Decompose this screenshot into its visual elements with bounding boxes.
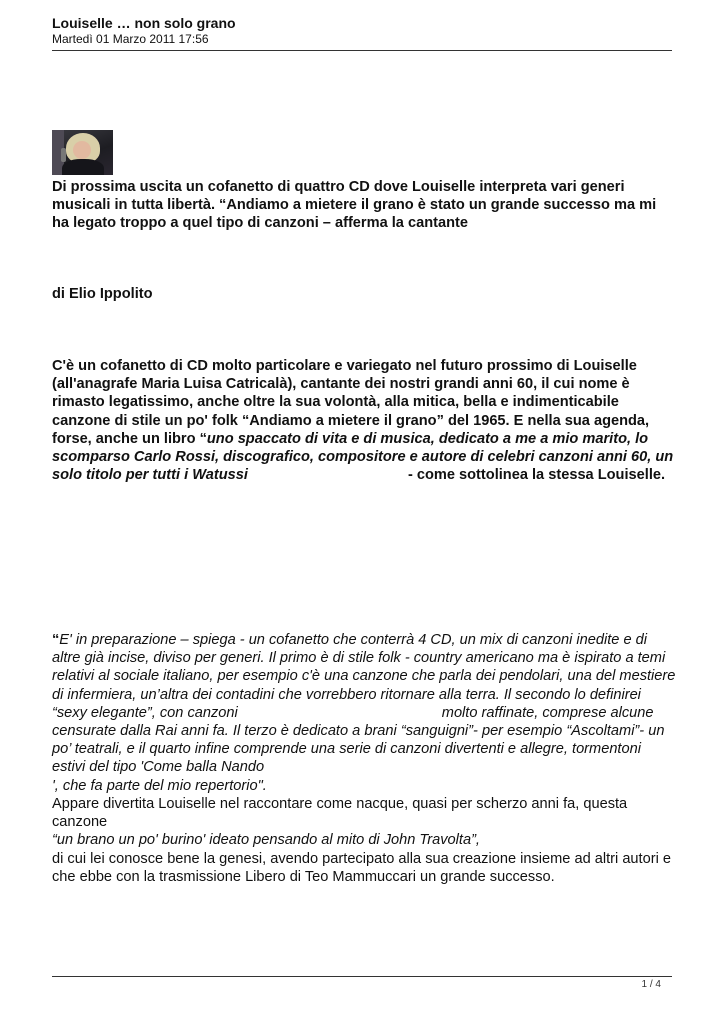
paragraph-1-text: C'è un cofanetto di CD molto particolare e variegato nel futuro prossimo di Louiselle (all'anagrafe Maria Luisa Catricalà), cantante dei nostri grandi anni 60, il cui nome è rimasto legatissimo, anche oltre la sua volontà, alla mitica, bella e indimenticabile canzone di stile un po' folk “Andiamo a mietere il grano” del 1965. E nella sua agenda, forse, anche un libro “ [52,358,650,447]
article-paragraph-3 [52,795,677,886]
article-date: Martedì 01 Marzo 2011 17:56 [52,32,209,46]
open-quote: “ [52,632,60,648]
microphone-shape [61,148,66,162]
paragraph-2-part-a: E' in preparazione [59,632,177,648]
paragraph-2-part-e: ', che fa parte del mio repertorio". [52,777,267,794]
paragraph-2-part-c: un cofanetto che conterrà 4 CD, un mix di canzoni inedite e di altre già incise, diviso per generi. Il primo è di stile folk - country americano ma è ispirato a temi relativi al sociale italiano, per esempio c'è una canzone che parla dei pendolari, una del mestiere di infermiera, un’altra dei contadini che vorrebbero ritornare alla terra. Il secondo lo definirei “sexy elegante”, con canzoni [52,632,676,721]
header-divider [52,50,672,51]
paragraph-3-quote: “un brano un po' burino' ideato pensando al mito di John Travolta”, [52,832,480,849]
article-paragraph-2 [52,631,677,795]
page-header [52,15,672,47]
singer-photo [52,130,113,175]
article-title: Louiselle … non solo grano [52,15,236,31]
paragraph-2-part-d: molto raffinate, comprese alcune censurate dalla Rai anni fa. Il terzo è dedicato a brani “sanguigni”- per esempio “Ascoltami”- un po’ teatrali, e il quarto infine comprende una serie di canzoni divertenti e allegre, tormentoni estivi del tipo 'Come balla Nando [52,704,665,776]
page-number: 1 / 4 [641,979,661,990]
paragraph-2-part-b: – spiega - [176,632,249,648]
paragraph-1-tail: - come sottolinea la stessa Louiselle. [407,467,666,484]
paragraph-3-line-1: Appare divertita Louiselle nel raccontare come nacque, quasi per scherzo anni fa, questa canzone [52,796,628,831]
article-byline: di Elio Ippolito [52,286,153,302]
article-lead: Di prossima uscita un cofanetto di quattro CD dove Louiselle interpreta vari generi musicali in tutta libertà. “Andiamo a mietere il grano è stato un grande successo ma mi ha legato troppo a quel tipo di canzoni – afferma la cantante [52,179,657,232]
footer-divider [52,976,672,977]
paragraph-3-line-2: di cui lei conosce bene la genesi, avendo partecipato alla sua creazione insieme ad altri autori e che ebbe con la trasmissione Libero di Teo Mammuccari un grande successo. [52,850,671,885]
paragraph-1-quote: uno spaccato di vita e di musica, dedicato a me a mio marito, lo scomparso Carlo Rossi, discografico, compositore e autore di celebri canzoni anni 60, un solo titolo per tutti i Watussi [52,430,674,484]
article-paragraph-1 [52,357,677,484]
